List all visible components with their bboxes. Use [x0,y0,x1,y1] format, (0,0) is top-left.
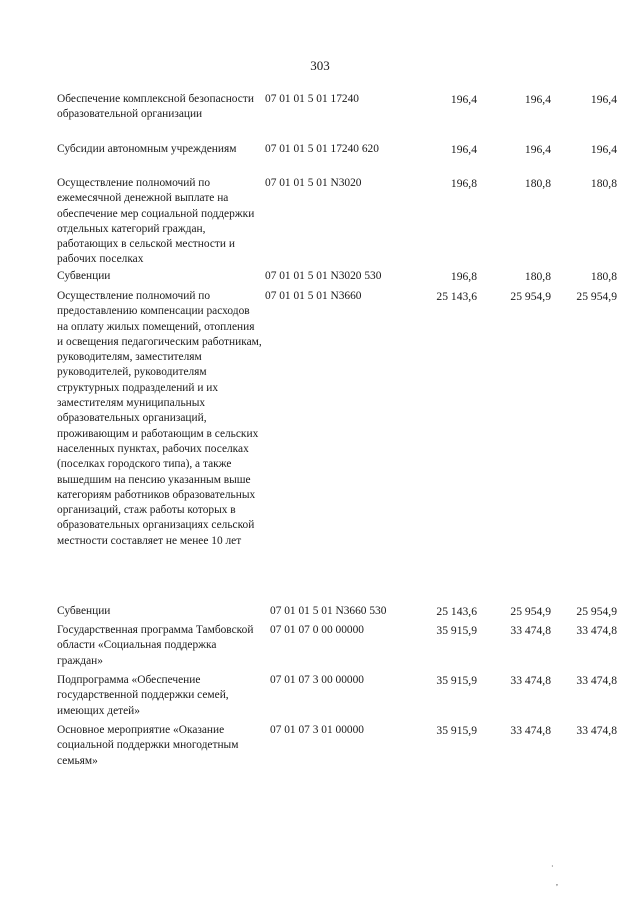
row-value-1: 196,8 [450,270,477,283]
row-value-2: 33 474,8 [510,624,551,637]
row-value-3: 25 954,9 [576,290,617,303]
row-value-1: 25 143,6 [436,605,477,618]
row-name: Субсидии автономным учреждениям [57,143,237,155]
row-value-2: 180,8 [524,270,551,283]
row-code: 07 01 07 3 00 00000 [270,674,364,686]
row-value-3: 196,4 [590,93,617,106]
row-value-3: 33 474,8 [576,724,617,737]
row-value-3: 180,8 [590,177,617,190]
row-value-2: 196,4 [524,93,551,106]
row-value-2: 33 474,8 [510,674,551,687]
row-value-1: 35 915,9 [436,624,477,637]
row-value-1: 35 915,9 [436,674,477,687]
row-name: Подпрограмма «Обеспечение государственной поддержки семей, имеющих детей» [57,674,229,717]
row-code: 07 01 01 5 01 17240 [265,93,359,105]
row-code: 07 01 01 5 01 N3660 [265,290,362,302]
row-name: Обеспечение комплексной безопасности образовательной организации [57,93,254,121]
row-value-2: 33 474,8 [510,724,551,737]
row-code: 07 01 01 5 01 17240 620 [265,143,379,155]
row-code: 07 01 01 5 01 N3020 530 [265,270,382,282]
row-value-1: 25 143,6 [436,290,477,303]
row-code: 07 01 01 5 01 N3020 [265,177,362,189]
row-value-2: 180,8 [524,177,551,190]
row-value-2: 25 954,9 [510,605,551,618]
row-name: Осуществление полномочий по предоставлению компенсации расходов на оплату жилых помещений, отопления и освещения педагогическим работникам, руководителям, заместителям руководителей, руководителям структурных подразделений и их заместителям муниципальных образовательных организаций, проживающим и работающим в сельских населенных пунктах, рабочих поселках (поселках городского типа), а также вышедшим на пенсию указанным выше категориям работников образовательных организаций, стаж работы которых в образовательных организациях сельской местности составляет не менее 10 лет [57,290,262,547]
row-value-3: 33 474,8 [576,674,617,687]
row-value-2: 196,4 [524,143,551,156]
row-value-3: 33 474,8 [576,624,617,637]
row-value-1: 196,4 [450,93,477,106]
row-value-1: 196,4 [450,143,477,156]
row-name: Государственная программа Тамбовской области «Социальная поддержка граждан» [57,624,254,667]
row-name: Субвенции [57,605,111,617]
row-code: 07 01 07 3 01 00000 [270,724,364,736]
row-value-2: 25 954,9 [510,290,551,303]
page-number: 303 [310,58,330,73]
row-value-1: 35 915,9 [436,724,477,737]
scan-mark: , [556,878,558,887]
row-name: Осуществление полномочий по ежемесячной денежной выплате на обеспечение мер социальной поддержки отдельных категорий граждан, работающих в сельской местности и рабочих поселках [57,177,255,266]
row-code: 07 01 07 0 00 00000 [270,624,364,636]
scan-mark: · [551,862,554,871]
row-name: Субвенции [57,270,111,282]
row-value-3: 25 954,9 [576,605,617,618]
row-name: Основное мероприятие «Оказание социальной поддержки многодетным семьям» [57,724,239,767]
row-value-3: 196,4 [590,143,617,156]
row-value-1: 196,8 [450,177,477,190]
row-code: 07 01 01 5 01 N3660 530 [270,605,387,617]
row-value-3: 180,8 [590,270,617,283]
